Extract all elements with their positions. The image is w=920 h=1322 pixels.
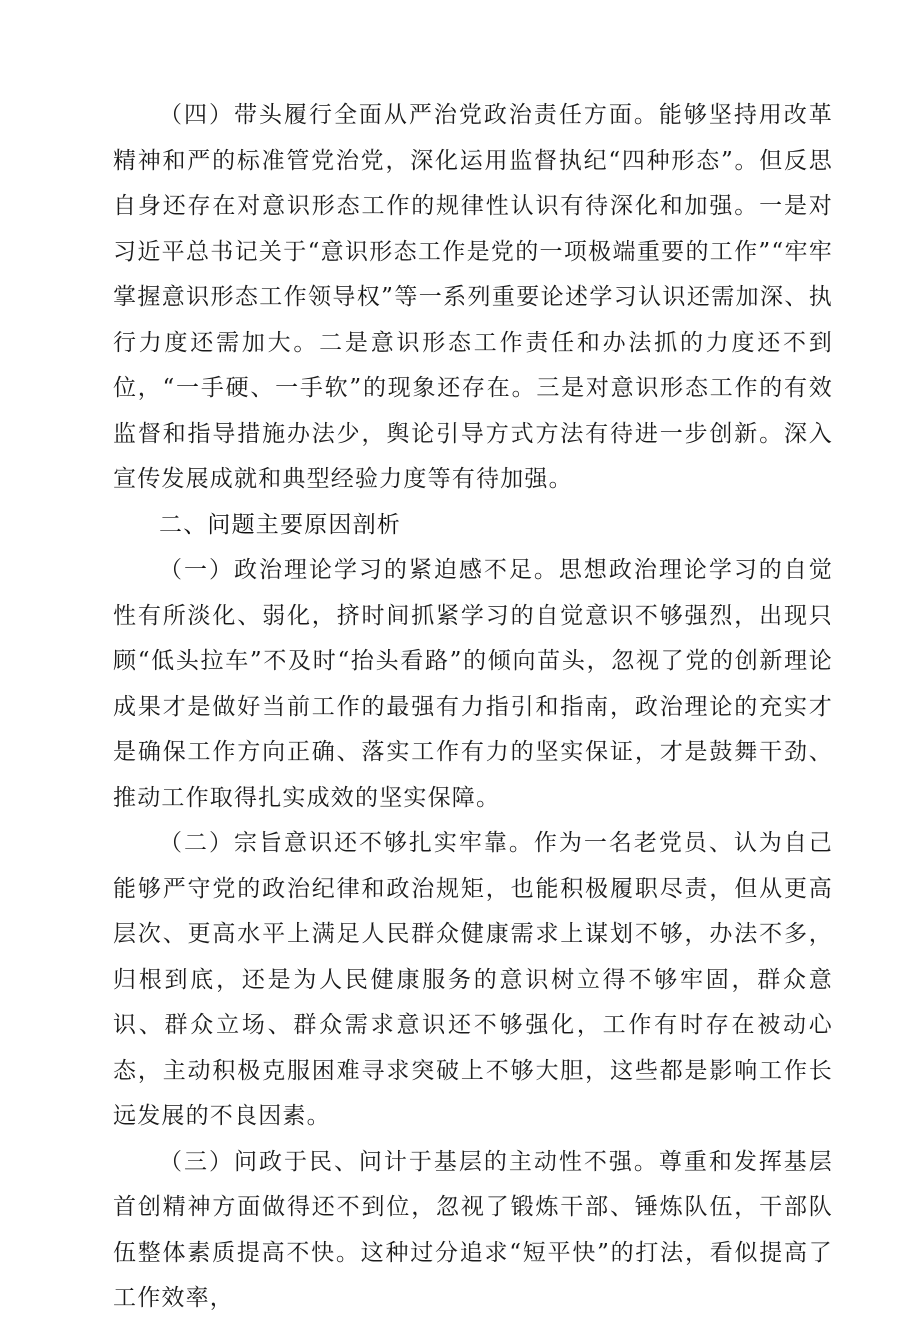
paragraph-grassroots-initiative: （三）问政于民、问计于基层的主动性不强。尊重和发挥基层首创精神方面做得还不到位，忽视了锻炼干部、锤炼队伍，干部队伍整体素质提高不快。这种过分追求“短平快”的打法，看似提高了工作效率， (113, 1148, 833, 1311)
paragraph-ideology-responsibility: （四）带头履行全面从严治党政治责任方面。能够坚持用改革精神和严的标准管党治党，深化运用监督执纪“四种形态”。但反思自身还存在对意识形态工作的规律性认识有待深化和加强。一是对习近平总书记关于“意识形态工作是党的一项极端重要的工作”“牢牢掌握意识形态工作领导权”等一系列重要论述学习认识还需加深、执行力度还需加大。二是意识形态工作责任和办法抓的力度还不到位，“一手硬、一手软”的现象还存在。三是对意识形态工作的有效监督和指导措施办法少，舆论引导方式方法有待进一步创新。深入宣传发展成就和典型经验力度等有待加强。 (113, 102, 833, 492)
paragraph-theory-study: （一）政治理论学习的紧迫感不足。思想政治理论学习的自觉性有所淡化、弱化，挤时间抓紧学习的自觉意识不够强烈，出现只顾“低头拉车”不及时“抬头看路”的倾向苗头，忽视了党的创新理论成果才是做好当前工作的最强有力指引和指南，政治理论的充实才是确保工作方向正确、落实工作有力的坚实保证，才是鼓舞干劲、推动工作取得扎实成效的坚实保障。 (113, 557, 833, 811)
document-body (113, 93, 833, 1322)
paragraph-purpose-awareness: （二）宗旨意识还不够扎实牢靠。作为一名老党员、认为自己能够严守党的政治纪律和政治规矩，也能积极履职尽责，但从更高层次、更高水平上满足人民群众健康需求上谋划不够，办法不多，归根到底，还是为人民健康服务的意识树立得不够牢固，群众意识、群众立场、群众需求意识还不够强化，工作有时存在被动心态，主动积极克服困难寻求突破上不够大胆，这些都是影响工作长远发展的不良因素。 (113, 830, 833, 1129)
section-heading-cause-analysis: 二、问题主要原因剖析 (159, 511, 401, 538)
